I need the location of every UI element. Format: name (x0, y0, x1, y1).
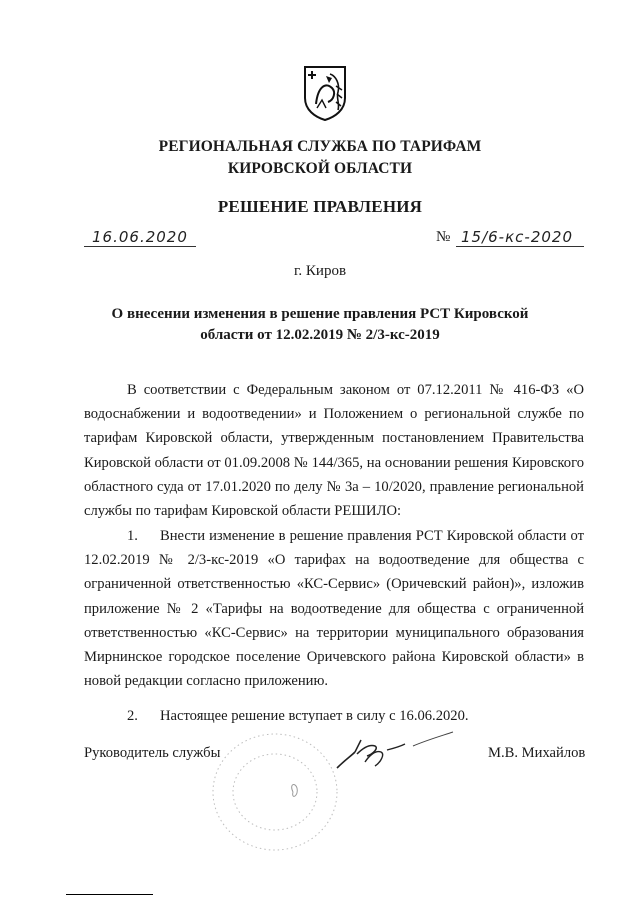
document-date: 16.06.2020 (92, 228, 188, 246)
preamble-line: Кировской области от 01.09.2008 № 144/365, на основании решения Кировского (84, 454, 584, 471)
item-1-number: 1. (127, 528, 138, 544)
document-subject (0, 304, 640, 346)
number-underline (456, 246, 584, 247)
coat-of-arms-emblem (302, 64, 348, 122)
document-number-label: № (436, 229, 451, 245)
subject-line2: области от 12.02.2019 № 2/3-кс-2019 (200, 327, 440, 343)
document-city: г. Киров (293, 263, 347, 279)
document-number: 15/6-кс-2020 (461, 228, 573, 246)
item-1-line: ответственностью «КС-Сервис» на территории муниципального образования (84, 624, 584, 641)
item-1-line: Мирнинское городское поселение Оричевского района Кировской области» в (84, 649, 584, 666)
preamble-line: службы по тарифам Кировской области РЕШИЛО: (84, 503, 402, 520)
date-underline (84, 246, 196, 247)
item-1-line: 12.02.2019 № 2/3-кс-2019 «О тарифах на водоотведение для общества с (84, 552, 584, 569)
signatory-name: М.В. Михайлов (488, 745, 586, 761)
preamble-line: областного суда от 17.01.2020 по делу № 3а – 10/2020, правление региональной (84, 478, 584, 495)
item-1-line: Внести изменение в решение правления РСТ Кировской области от (160, 528, 584, 544)
handwritten-signature (205, 722, 465, 872)
organization-name (0, 136, 640, 180)
signatory-position: Руководитель службы (84, 745, 221, 761)
preamble-line: В соответствии с Федеральным законом от 07.12.2011 № 416-ФЗ «О (127, 382, 584, 398)
resolution-item-1 (84, 524, 584, 693)
item-1-line: приложение № 2 «Тарифы на водоотведение для общества с ограниченной (84, 600, 584, 617)
subject-line1: О внесении изменения в решение правления РСТ Кировской (111, 306, 529, 322)
footnote-divider (66, 894, 153, 895)
preamble-line: водоснабжении и водоотведении» и Положением о региональной службе по (84, 406, 584, 423)
preamble-paragraph (84, 378, 584, 523)
document-type-title: РЕШЕНИЕ ПРАВЛЕНИЯ (217, 197, 423, 216)
item-2-text: Настоящее решение вступает в силу с 16.06.2020. (160, 708, 469, 724)
item-1-line: новой редакции согласно приложению. (84, 673, 328, 690)
item-1-line: ограниченной ответственностью «КС-Сервис» (Оричевский район)», изложив (84, 576, 584, 593)
item-2-number: 2. (127, 708, 138, 724)
organization-name-line2: КИРОВСКОЙ ОБЛАСТИ (227, 160, 413, 177)
preamble-line: тарифам Кировской области, утвержденным постановлением Правительства (84, 430, 584, 447)
organization-name-line1: РЕГИОНАЛЬНАЯ СЛУЖБА ПО ТАРИФАМ (158, 138, 482, 155)
